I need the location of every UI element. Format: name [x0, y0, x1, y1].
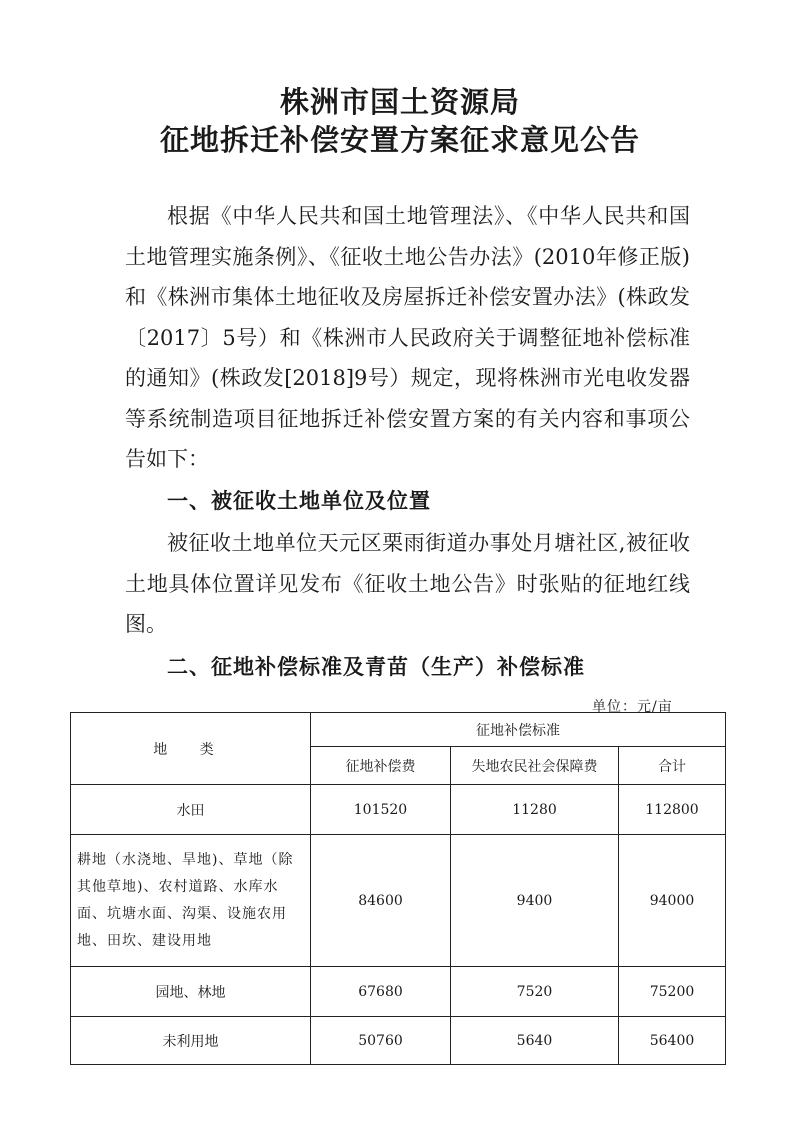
table-header-row	[71, 713, 726, 747]
row-social-security-fee: 9400	[451, 835, 619, 967]
header-total: 合计	[619, 747, 726, 785]
table-row	[71, 835, 726, 967]
row-social-security-fee: 5640	[451, 1017, 619, 1065]
compensation-table	[70, 712, 726, 1065]
header-standard-group: 征地补偿标准	[311, 713, 726, 747]
title-line-1: 株洲市国土资源局	[279, 85, 520, 119]
row-total: 94000	[619, 835, 726, 967]
table-row	[71, 785, 726, 835]
row-land-type: 未利用地	[71, 1017, 311, 1065]
row-land-type: 耕地（水浇地、旱地)、草地（除其他草地)、农村道路、水库水面、坑塘水面、沟渠、设施农用地、田坎、建设用地	[71, 835, 311, 967]
row-land-type: 水田	[71, 785, 311, 835]
header-land-type: 地 类	[71, 713, 311, 785]
header-compensation-fee: 征地补偿费	[311, 747, 451, 785]
row-total: 56400	[619, 1017, 726, 1065]
title-line-2: 征地拆迁补偿安置方案征求意见公告	[159, 123, 640, 157]
table-row	[71, 967, 726, 1017]
section-1-heading: 一、被征收土地单位及位置	[167, 489, 431, 513]
header-social-security-fee: 失地农民社会保障费	[451, 747, 619, 785]
row-total: 75200	[619, 967, 726, 1017]
section-2-heading: 二、征地补偿标准及青苗（生产）补偿标准	[167, 655, 585, 679]
intro-paragraph: 根据《中华人民共和国土地管理法》、《中华人民共和国土地管理实施条例》、《征收土地公告办法》(2010年修正版)和《株洲市集体土地征收及房屋拆迁补偿安置办法》(株政发〔2017〕5号）和《株洲市人民政府关于调整征地补偿标准的通知》(株政发[2018]9号）规定，现将株洲市光电收发器等系统制造项目征地拆迁补偿安置方案的有关内容和事项公告如下：	[125, 204, 690, 471]
row-total: 112800	[619, 785, 726, 835]
row-compensation-fee: 101520	[311, 785, 451, 835]
row-social-security-fee: 11280	[451, 785, 619, 835]
row-compensation-fee: 84600	[311, 835, 451, 967]
unit-label: 单位：元/亩	[592, 699, 673, 715]
row-social-security-fee: 7520	[451, 967, 619, 1017]
row-compensation-fee: 67680	[311, 967, 451, 1017]
table-row	[71, 1017, 726, 1065]
row-compensation-fee: 50760	[311, 1017, 451, 1065]
row-land-type: 园地、林地	[71, 967, 311, 1017]
section-1-text: 被征收土地单位天元区栗雨街道办事处月塘社区,被征收土地具体位置详见发布《征收土地公告》时张贴的征地红线图。	[125, 531, 690, 636]
